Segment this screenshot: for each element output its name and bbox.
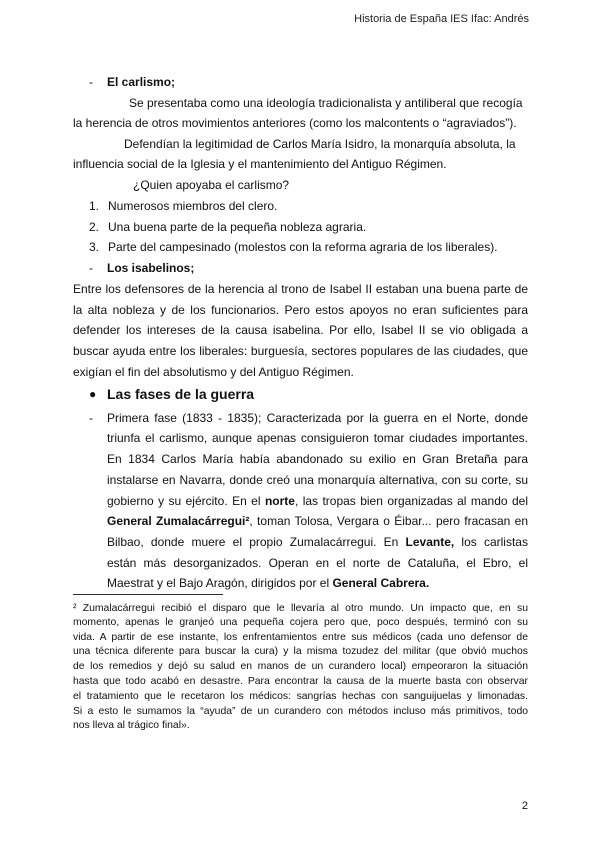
fase-emphasis-levante: Levante, [405,535,455,549]
fase-line: están más desorganizados. Operan en el norte de Cataluña, el Ebro, el [107,556,528,570]
carlismo-para2-line2: influencia social de la Iglesia y el mantenimiento del Antiguo Régimen. [73,157,447,171]
fases-heading: Las fases de la guerra [107,386,255,402]
footnote-rule [73,594,223,595]
carlismo-para1-line2: la herencia de otros movimientos anteriores (como los malcontents o “agraviados”). [73,116,517,130]
page-header: Historia de España IES Ifac: Andrés [354,13,529,25]
supporter-num: 2. [89,220,100,234]
carlismo-question: ¿Quien apoyaba el carlismo? [133,178,290,192]
fase-line [107,532,528,553]
isabelinos-line: exigían el fin del absolutismo y del Antiguo Régimen. [73,365,354,379]
supporter-item: Una buena parte de la pequeña nobleza agraria. [108,220,367,234]
carlismo-bullet: - [89,75,93,89]
supporter-num: 3. [89,240,100,254]
fase-emphasis-zumalacarregui: General Zumalacárregui² [107,514,250,528]
fase-line [107,511,528,532]
fases-bullet: ● [89,387,97,401]
footnote-line: ² Zumalacárregui recibió el disparo que le llevaría al otro mundo. Un impacto que, en su [73,603,528,614]
fases-item-bullet: - [89,411,93,425]
fase-line: triunfa el carlismo, aunque apenas consiguieron tomar ciudades importantes. [107,431,528,445]
carlismo-heading: El carlismo; [107,75,176,89]
carlismo-para1-line1: Se presentaba como una ideología tradicionalista y antiliberal que recogía [129,96,523,110]
isabelinos-line: buscar ayuda entre los liberales: burguesía, sectores populares de las ciudades, que [73,344,528,358]
isabelinos-line: Entre los defensores de la herencia al trono de Isabel II estaban una buena parte de [73,282,528,296]
fase-text: Bilbao, donde muere el propio Zumalacárregui. En [107,535,406,549]
fase-text: los carlistas [454,535,528,549]
fase-emphasis-norte: norte [264,494,295,508]
footnote-line: una técnica diferente para buscar la cura) y la misma tozudez del militar (que obvió muchos [73,646,528,657]
fase-text: Maestrat y el Bajo Aragón, dirigidos por el [107,576,333,590]
isabelinos-heading: Los isabelinos; [107,261,195,275]
fase-line: Primera fase (1833 - 1835); Caracterizada por la guerra en el Norte, donde [107,411,528,425]
fase-line: En 1834 Carlos María había abandonado su exilio en Gran Bretaña para [107,452,528,466]
fase-text: gobierno y su ejército. En el [107,494,265,508]
footnote-line: momento, apenas le granjeó una pequeña cojera pero que, poco después, terminó con su [73,617,528,628]
footnote-line: el tratamiento que le recetaron los médicos: sangrías hechas con sanguijuelas y limonadas. [73,691,528,702]
footnote-line: nos lleva al trágico final». [73,720,190,731]
footnote-line: vida. A partir de ese instante, los enfrentamientos entre sus médicos (cada uno defensor de [73,632,528,643]
isabelinos-line: defender los intereses de la causa isabelina. Por ello, Isabel II se vio obligada a [73,323,528,337]
isabelinos-line: la alta nobleza y de los funcionarios. Pero estos apoyos no eran suficientes para [73,303,528,317]
supporter-num: 1. [89,199,100,213]
supporter-item: Numerosos miembros del clero. [108,199,278,213]
footnote-line: Si a esto le sumamos la “ayuda” de un curandero con métodos incluso más primitivos, todo [73,706,528,717]
fase-line [107,491,528,512]
footnote-line: hasta que todo acabó en desastre. Para encontrar la causa de la muerte basta con observar [73,676,528,687]
fase-emphasis-cabrera: General Cabrera. [332,576,430,590]
page-number: 2 [521,800,528,812]
fase-line: instalarse en Navarra, donde creó una monarquía alternativa, con su corte, su [107,473,528,487]
carlismo-para2-line1: Defendían la legitimidad de Carlos María Isidro, la monarquía absoluta, la [124,137,516,151]
fase-text: , toman Tolosa, Vergara o Éibar... pero fracasan en [249,514,528,528]
fase-text: , las tropas bien organizadas al mando del [294,494,529,508]
supporter-item: Parte del campesinado (molestos con la reforma agraria de los liberales). [108,240,498,254]
fase-line [107,573,528,594]
footnote-line: de los remedios y dejó su salud en manos de un curandero local) empeoraron la situación [73,661,528,672]
isabelinos-bullet: - [89,261,93,275]
